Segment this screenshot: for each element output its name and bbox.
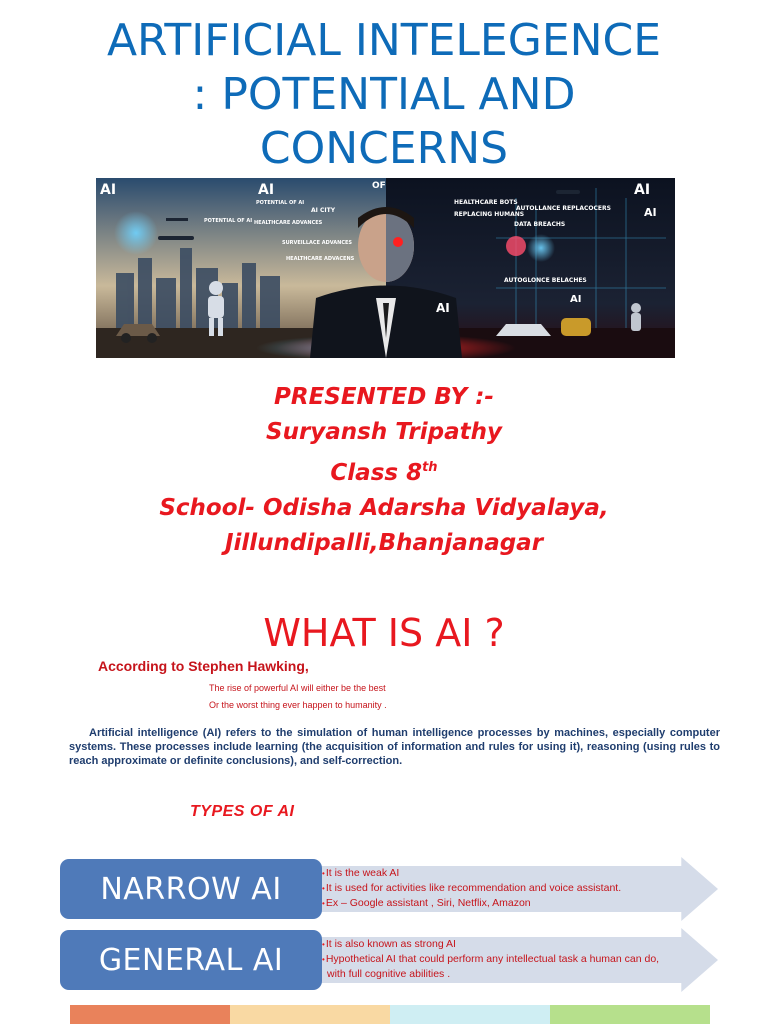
hero-label: HEALTHCARE ADVANCES — [254, 220, 323, 226]
hero-label: AUTOLLANCE REPLACOCERS — [516, 205, 611, 212]
hero-label: DATA BREACHS — [514, 221, 566, 228]
presenter-class — [0, 450, 768, 491]
hero-label: AUTOGLONCE BELACHES — [504, 277, 587, 284]
what-is-ai-heading: WHAT IS AI ? — [263, 611, 505, 655]
hero-label: AI — [258, 182, 275, 198]
class-label: Class 8 — [330, 460, 423, 486]
bullet-item: • Ex – Google assistant , Siri, Netflix, Amazon — [322, 896, 621, 911]
hero-image — [96, 178, 675, 358]
type-general-ai — [60, 928, 720, 992]
ai-definition: Artificial intelligence (AI) refers to the simulation of human intelligence processes by machines, especially computer systems. These processes include learning (the acquisition of information and rules for using it), reasoning (using rules to reach approximate or definite conclusions), and self-correction. — [69, 727, 720, 767]
hero-label: POTENTIAL OF AI — [204, 218, 253, 224]
hero-label: HEALTHCARE BOTS — [454, 199, 518, 206]
class-superscript: th — [422, 460, 438, 475]
title-line-3: CONCERNS — [259, 123, 509, 174]
color-block — [230, 1005, 390, 1024]
color-block — [70, 1005, 230, 1024]
ai-collage-illustration — [96, 178, 675, 358]
bullet-item: • It is also known as strong AI — [322, 937, 659, 952]
color-strip — [70, 1005, 710, 1024]
bullet-item: • It is the weak AI — [322, 866, 621, 881]
page-title — [40, 14, 728, 176]
quote-source: According to Stephen Hawking, — [98, 658, 309, 674]
color-block — [550, 1005, 710, 1024]
presented-by-label: PRESENTED BY :- — [274, 384, 494, 410]
hero-label: OF — [372, 181, 386, 191]
presenter-name: Suryansh Tripathy — [266, 419, 502, 445]
color-block — [390, 1005, 550, 1024]
hero-label: AI — [436, 301, 450, 315]
type-bullets — [322, 866, 621, 911]
quote-line-1: The rise of powerful AI will either be the best — [209, 683, 386, 693]
type-label-pill: GENERAL AI — [60, 930, 322, 990]
bullet-item: • Hypothetical AI that could perform any intellectual task a human can do, — [322, 952, 659, 967]
type-bullets — [322, 937, 659, 981]
hero-label: AI — [644, 206, 657, 219]
hero-label: AI — [634, 182, 651, 198]
hero-label: AI CITY — [311, 207, 336, 214]
hero-label: REPLACING HUMANS — [454, 211, 525, 218]
title-line-1: ARTIFICIAL INTELEGENCE — [106, 15, 662, 66]
hero-label: SURVEILLACE ADVANCES — [282, 240, 353, 246]
quote-line-2: Or the worst thing ever happen to humanity . — [209, 700, 387, 710]
type-narrow-ai — [60, 857, 720, 921]
school-line-2: Jillundipalli,Bhanjanagar — [224, 530, 544, 556]
title-line-2: : POTENTIAL AND — [192, 69, 576, 120]
hero-label: AI — [100, 182, 117, 198]
bullet-item: • It is used for activities like recommendation and voice assistant. — [322, 881, 621, 896]
hero-label: POTENTIAL OF AI — [256, 200, 305, 206]
type-label-pill: NARROW AI — [60, 859, 322, 919]
types-of-ai-heading: TYPES OF AI — [190, 803, 295, 820]
presenter-block — [0, 380, 768, 561]
bullet-continuation: with full cognitive abilities . — [327, 968, 451, 980]
hero-label: HEALTHCARE ADVACENS — [286, 256, 355, 262]
school-line-1: School- Odisha Adarsha Vidyalaya, — [159, 495, 609, 521]
hero-label: AI — [570, 294, 582, 305]
